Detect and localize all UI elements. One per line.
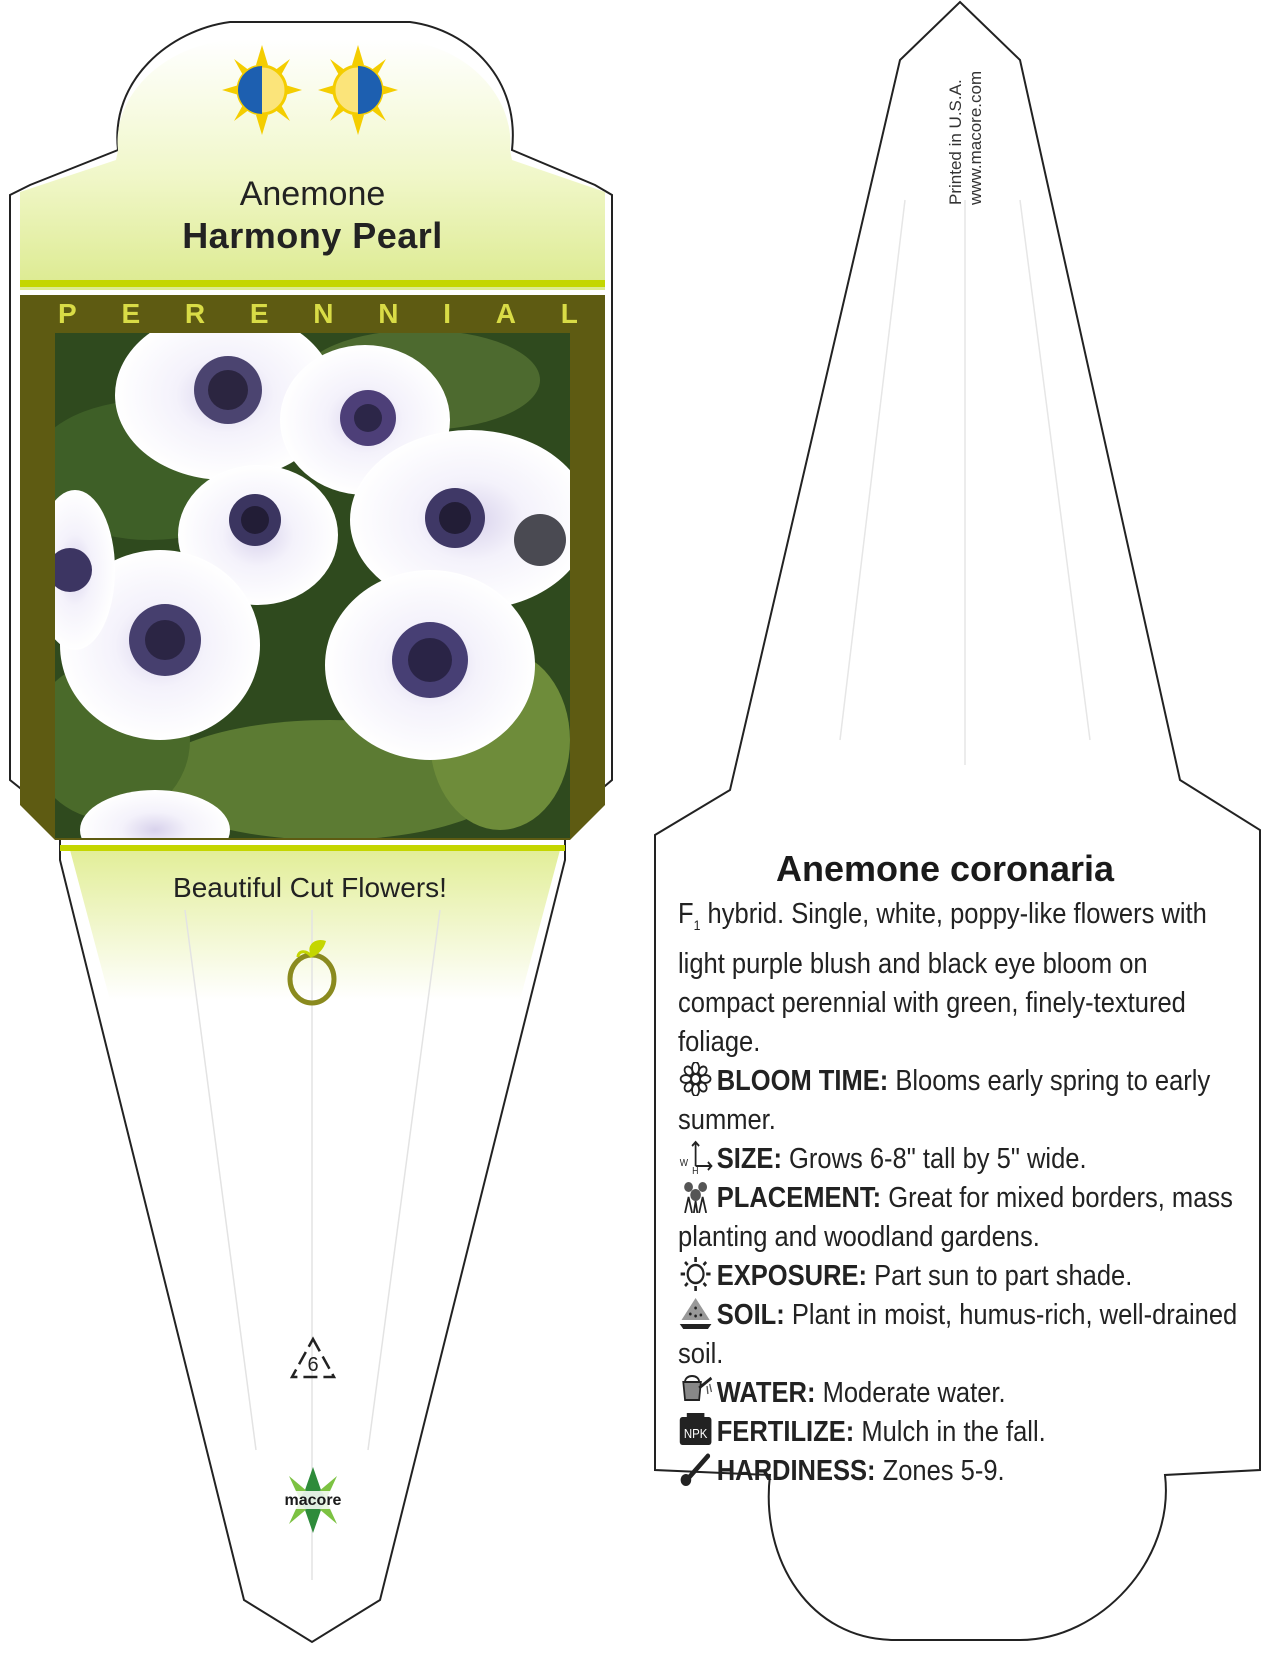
perennial-symbol-icon bbox=[284, 935, 340, 1007]
description bbox=[678, 895, 1241, 1062]
attribute-text: Part sun to part shade. bbox=[867, 1259, 1133, 1292]
recycle-icon bbox=[286, 1335, 340, 1385]
care-description bbox=[678, 895, 1241, 1491]
species-name: Anemone coronaria bbox=[775, 848, 1115, 889]
attribute-label: FERTILIZE: bbox=[716, 1415, 855, 1448]
attribute-text: Moderate water. bbox=[815, 1376, 1006, 1409]
attribute-hardiness bbox=[678, 1452, 1241, 1491]
size-icon bbox=[678, 1140, 713, 1174]
attribute-label: EXPOSURE: bbox=[716, 1259, 868, 1292]
tagline: Beautiful Cut Flowers! bbox=[173, 872, 447, 903]
attribute-label: HARDINESS: bbox=[716, 1454, 876, 1487]
website: www.macore.com bbox=[966, 70, 985, 205]
thermometer-icon bbox=[678, 1452, 713, 1486]
attribute-bloom-time bbox=[678, 1062, 1241, 1140]
header-rule bbox=[20, 280, 605, 287]
variety-name: Harmony Pearl bbox=[182, 215, 443, 256]
attribute-text: Blooms early spring to early summer. bbox=[678, 1064, 1211, 1136]
attribute-label: WATER: bbox=[716, 1376, 816, 1409]
category-letter: I bbox=[443, 298, 452, 329]
npk-text: NPK bbox=[683, 1426, 708, 1441]
attribute-label: SIZE: bbox=[716, 1142, 782, 1175]
macore-logo bbox=[272, 1465, 354, 1535]
part-shade-icon bbox=[318, 45, 398, 135]
attribute-text: Zones 5-9. bbox=[875, 1454, 1005, 1487]
npk-icon bbox=[678, 1413, 713, 1447]
size-icon-h: H bbox=[692, 1164, 699, 1174]
placement-icon bbox=[678, 1179, 713, 1213]
attribute-soil bbox=[678, 1296, 1241, 1374]
watering-can-icon bbox=[678, 1374, 713, 1408]
flower-icon bbox=[678, 1062, 713, 1096]
category-letter: A bbox=[495, 298, 517, 329]
attribute-text: Plant in moist, humus-rich, well-drained soil. bbox=[678, 1298, 1238, 1370]
description-lead: F bbox=[678, 898, 694, 930]
attribute-text: Mulch in the fall. bbox=[854, 1415, 1046, 1448]
attribute-water bbox=[678, 1374, 1241, 1413]
attribute-label: BLOOM TIME: bbox=[716, 1064, 889, 1097]
attribute-size bbox=[678, 1140, 1241, 1179]
attribute-text: Grows 6-8" tall by 5" wide. bbox=[781, 1142, 1087, 1175]
category-letter: E bbox=[249, 298, 269, 329]
attribute-exposure bbox=[678, 1257, 1241, 1296]
recycle-code: 6 bbox=[307, 1354, 319, 1376]
category-letter: P bbox=[58, 298, 77, 329]
part-sun-icon bbox=[222, 45, 302, 135]
attribute-label: SOIL: bbox=[716, 1298, 785, 1331]
description-sub: 1 bbox=[693, 916, 701, 933]
category-label bbox=[58, 298, 578, 330]
category-letter: N bbox=[313, 298, 334, 329]
attribute-placement bbox=[678, 1179, 1241, 1257]
printed-in: Printed in U.S.A. bbox=[946, 79, 965, 205]
description-text: hybrid. Single, white, poppy-like flowers with light purple blush and black eye bloom on compact perennial with green, finely-textured foliage. bbox=[678, 898, 1207, 1058]
anemone-photo bbox=[30, 310, 590, 870]
category-letter: R bbox=[184, 298, 206, 329]
common-name: Anemone bbox=[239, 175, 386, 213]
soil-icon bbox=[678, 1296, 713, 1330]
category-letter: L bbox=[560, 298, 578, 329]
attribute-label: PLACEMENT: bbox=[716, 1181, 882, 1214]
brand-name: macore bbox=[284, 1492, 342, 1509]
size-icon-w: W bbox=[679, 1156, 689, 1168]
category-letter: N bbox=[378, 298, 399, 329]
category-letter: E bbox=[121, 298, 141, 329]
attribute-fertilize bbox=[678, 1413, 1241, 1452]
sun-icon bbox=[678, 1257, 713, 1291]
print-info bbox=[946, 71, 986, 205]
attribute-text: Great for mixed borders, mass planting and woodland gardens. bbox=[678, 1181, 1233, 1253]
